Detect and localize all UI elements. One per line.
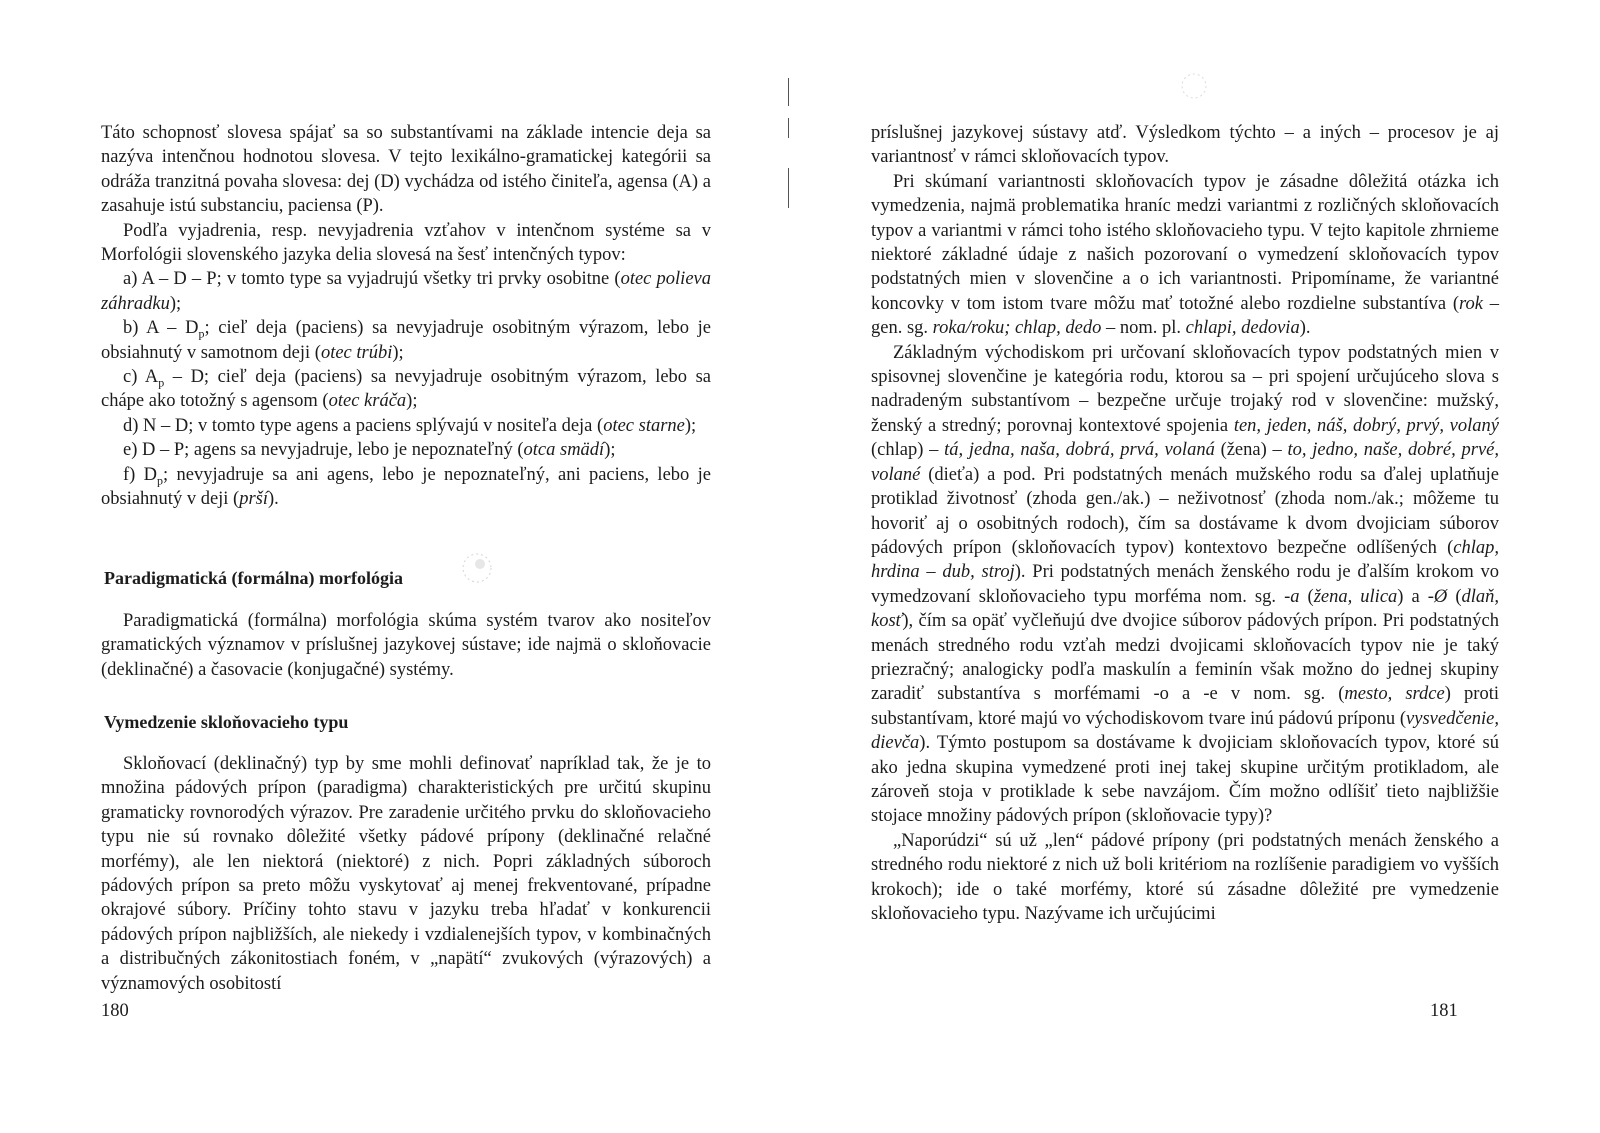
page-smudge-icon <box>452 548 502 588</box>
list-item: a) A – D – P; v tomto type sa vyjadrujú všetky tri prvky osobitne (otec polieva záhradku); <box>101 269 711 314</box>
left-page-body <box>101 121 711 512</box>
right-page-body <box>871 121 1499 926</box>
page-number: 181 <box>1430 1001 1458 1021</box>
right-page <box>800 0 1600 1133</box>
left-page <box>0 0 790 1133</box>
paragraph: Paradigmatická (formálna) morfológia skúma systém tvarov ako nositeľov gramatických významov v príslušnej jazykovej sústave; ide najmä o skloňovacie (deklinačné) a časovacie (konjugačné) systémy. <box>101 611 711 680</box>
paragraph: Základným východiskom pri určovaní skloňovacích typov podstatných mien v spisovnej slovenčine je kategória rodu, ktorou sa – pri spojení určujúceho slova s nadradeným substantívom – bezpečne určuje trojaký rod v slovenčine: mužský, ženský a stredný; porovnaj kontextové spojenia ten, jeden, náš, dobrý, prvý, volaný (chlap) – tá, jedna, naša, dobrá, prvá, volaná (žena) – to, jedno, naše, dobré, prvé, volané (dieťa) a pod. Pri podstatných menách mužského rodu sa ďalej uplatňuje protiklad životnosť (zhoda gen./ak.) – neživotnosť (zhoda nom./ak.; môžeme tu hovoriť aj o osobitných rodoch), čím sa dostávame k dvom dvojiciam súborov pádových prípon (skloňovacích typov) kontextovo bezpečne odlíšených (chlap, hrdina – dub, stroj). Pri podstatných menách ženského rodu je ďalším krokom vo vymedzovaní skloňovacieho typu morféma nom. sg. -a (žena, ulica) a -Ø (dlaň, kosť), čím sa opäť vyčleňujú dve dvojice súborov pádových prípon. Pri podstatných menách stredného rodu vzťah medzi dvojicami skloňovacích typov nie je taký priezračný; analogicky podľa maskulín a feminín však možno do jednej skupiny zaradiť substantíva s morfémami -o a -e v nom. sg. (mesto, srdce) proti substantívam, ktoré majú vo východiskovom tvare inú pádovú príponu (vysvedčenie, dievča). Týmto postupom sa dostávame k dvojiciam skloňovacích typov, ktoré sú ako jedna skupina vymedzené proti inej takej skupine určitým protikladom, ale zároveň stoja v protiklade k sebe navzájom. Čím možno odlíšiť tieto najbližšie stojace množiny pádových prípon (skloňovacie typy)? <box>871 342 1500 827</box>
paragraph: Skloňovací (deklinačný) typ by sme mohli definovať napríklad tak, že je to množina pádových prípon (paradigma) charakteristických pre určitú skupinu gramaticky rovnorodých výrazov. Pre zaradenie určitého prvku do skloňovacieho typu nie sú rovnako dôležité všetky pádové prípony (deklinačné relačné morfémy), ale len niektorá (niektoré) z nich. Popri základných súboroch pádových prípon sa preto môžu vyskytovať aj menej frekventované, prípadne okrajové súbory. Príčiny tohto stavu v jazyku treba hľadať v konkurencii pádových prípon najbližších, ale niekedy i vzdialenejších typov, v kombinačných a distribučných zákonitostiach foném, v „napätí“ zvukových (výrazových) a významových osobitostí <box>101 754 711 994</box>
page-number: 180 <box>101 1001 129 1021</box>
left-page-body-3 <box>101 752 711 996</box>
left-page-body-2 <box>101 609 711 682</box>
section-heading: Vymedzenie skloňovacieho typu <box>104 712 349 732</box>
list-item: d) N – D; v tomto type agens a paciens splývajú v nositeľa deja (otec starne); <box>123 415 697 436</box>
paragraph: „Naporúdzi“ sú už „len“ pádové prípony (pri podstatných menách ženského a stredného rodu niektoré z nich už boli kritériom na rozlíšenie paradigiem vo vyšších krokoch); ide o také morfémy, ktoré sú zásadne dôležité pre vymedzenie skloňovacieho typu. Nazývame ich určujúcimi <box>871 830 1499 924</box>
gutter-line <box>788 168 789 208</box>
gutter-line <box>788 118 789 138</box>
paragraph: Táto schopnosť slovesa spájať sa so substantívami na základe intencie deja sa nazýva intenčnou hodnotou slovesa. V tejto lexikálno-gramatickej kategórii sa odráža tranzitná povaha slovesa: dej (D) vychádza od istého činiteľa, agensa (A) a zasahuje istú substanciu, paciensa (P). <box>101 123 711 217</box>
list-item: f) $D_p$; nevyjadruje sa ani agens, lebo je nepoznateľný, ani paciens, lebo je obsiahnutý v deji (prší). <box>101 464 711 510</box>
list-item: c) $A_p$ – D; cieľ deja (paciens) sa nevyjadruje osobitným výrazom, lebo sa chápe ako totožný s agensom (otec kráča); <box>101 367 711 412</box>
paragraph: Podľa vyjadrenia, resp. nevyjadrenia vzťahov v intenčnom systéme sa v Morfológii slovenského jazyka delia slovesá na šesť intenčných typov: <box>101 220 711 266</box>
list-item: b) A – $D_p$; cieľ deja (paciens) sa nevyjadruje osobitným výrazom, lebo je obsiahnutý v samotnom deji (otec trúbi); <box>101 318 711 363</box>
paragraph: príslušnej jazykovej sústavy atď. Výsledkom týchto – a iných – procesov je aj variantnosť v rámci skloňovacích typov. <box>871 123 1499 168</box>
gutter-line <box>788 78 789 106</box>
page-smudge-icon <box>1172 68 1222 108</box>
section-heading: Paradigmatická (formálna) morfológia <box>104 568 403 588</box>
paragraph: Pri skúmaní variantnosti skloňovacích typov je zásadne dôležitá otázka ich vymedzenia, najmä problematika hraníc medzi variantmi z rozličných skloňovacích typov a variantmi v rámci toho istého skloňovacieho typu. V tejto kapitole zhrnieme niektoré základné údaje z našich pozorovaní o vymedzení skloňovacích typov podstatných mien v slovenčine a o ich variantnosti. Pripomíname, že variantné koncovky v tom istom tvare môžu mať totožné alebo rozdielne substantíva (rok – gen. sg. roka/roku; chlap, dedo – nom. pl. chlapi, dedovia). <box>871 171 1499 339</box>
list-item: e) D – P; agens sa nevyjadruje, lebo je nepoznateľný (otca smädí); <box>123 440 616 461</box>
